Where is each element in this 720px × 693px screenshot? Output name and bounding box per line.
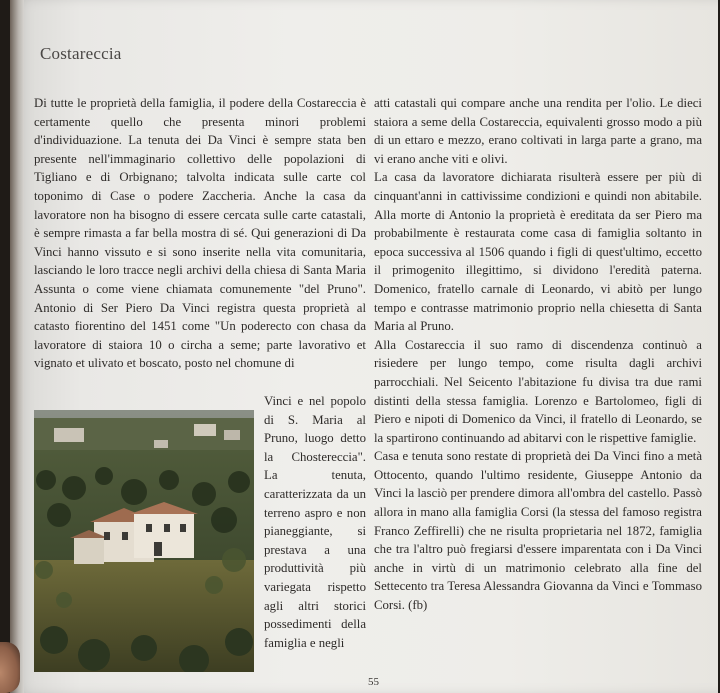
thumb: [0, 642, 20, 693]
left-column-text: Di tutte le proprietà della famiglia, il podere della Costareccia è certamente quello che presenta minori problemi d'individuazione. La tenuta dei Da Vinci è sempre stata ben presente nell'immaginario collettivo delle popolazioni di Tigliano e di Orbignano; talvolta indicata sulle carte col toponimo di Case o podere Zaccheria. Anche la casa da lavoratore non ha bisogno di essere cercata sulle carte catastali, è sempre rimasta a far bella mostra di sé. Qui generazioni di Da Vinci hanno vissuto e si sono inserite nella vita comunitaria, lasciando le loro tracce negli archivi della chiesa di Santa Maria Assunta o come viene chiamata comunemente "del Pruno". Antonio di Ser Piero Da Vinci registra questa proprietà al catasto fiorentino del 1451 come "Un poderecto con chasa da lavoratore di staiora 10 o circha a seme; parte lavorativo et vignato et ulivato et boscato, posto nel chomune di: [34, 96, 366, 371]
photo-and-wrap-text: [34, 392, 366, 676]
left-column: [34, 94, 366, 373]
right-paragraph-3: Alla Costareccia il suo ramo di discendenza continuò a risiedere per lungo tempo, come risulta dagli archivi parrocchiali. Nel Seicento l'abitazione fu divisa tra due rami distinti della stessa famiglia. Lorenzo e Bartolomeo, figli di Piero e nipoti di Domenico da Vinci, il fratello di Leonardo, se la spartirono continuando ad abitarvi con le rispettive famiglie.: [374, 337, 702, 445]
section-title: Costareccia: [40, 44, 122, 63]
page-number: 55: [368, 676, 379, 688]
right-paragraph-4: Casa e tenuta sono restate di proprietà dei Da Vinci fino a metà Ottocento, quando l'ultimo residente, Giuseppe Antonio da Vinci la lasciò per prendere dimora all'ombra del castello. Passò allora in mano alla famiglia Corsi (la stessa del famoso registra Franco Zeffirelli) che ne risulta proprietaria nel 1872, famiglia che tra l'altro può fregiarsi d'essere imparentata con i Da Vinci anche in virtù di un matrimonio celebrato alla fine del Settecento tra Teresa Alessandra Giovanna da Vinci e Tommaso Corsi. (fb): [374, 449, 702, 613]
farmhouse-photo-illustration: [34, 410, 254, 672]
right-paragraph-2: La casa da lavoratore dichiarata risulterà essere per più di cinquant'anni in cattivissime condizioni e quindi non abitabile. Alla morte di Antonio la proprietà è ereditata da ser Piero ma probabilmente è restaurata come casa di famiglia soltanto in epoca successiva al 1506 quando i figli di quest'ultimo, eccetto il primogenito illegittimo, si dividono l'eredità paterna. Domenico, fratello carnale di Leonardo, vi abitò per lungo tempo e contrasse matrimonio proprio nella chiesetta di Santa Maria al Pruno.: [374, 170, 702, 334]
right-column: [374, 94, 702, 615]
wrap-text: Vinci e nel popolo di S. Maria al Pruno, luogo detto la Chostereccia". La tenuta, caratterizzata da un terreno aspro e non pianeggiante, si prestava a una produttività più variegata rispetto agli altri storici possedimenti della famiglia e negli: [264, 394, 366, 650]
right-paragraph-1: atti catastali qui compare anche una rendita per l'olio. Le dieci staiora a seme della Costareccia, equivalenti grosso modo a più di un ettaro e mezzo, erano coltivati in larga parte a grano, ma vi erano anche viti e olivi.: [374, 96, 702, 166]
book-page: [10, 0, 718, 693]
book-spine: [10, 0, 24, 693]
farmhouse-photo: [34, 410, 254, 672]
